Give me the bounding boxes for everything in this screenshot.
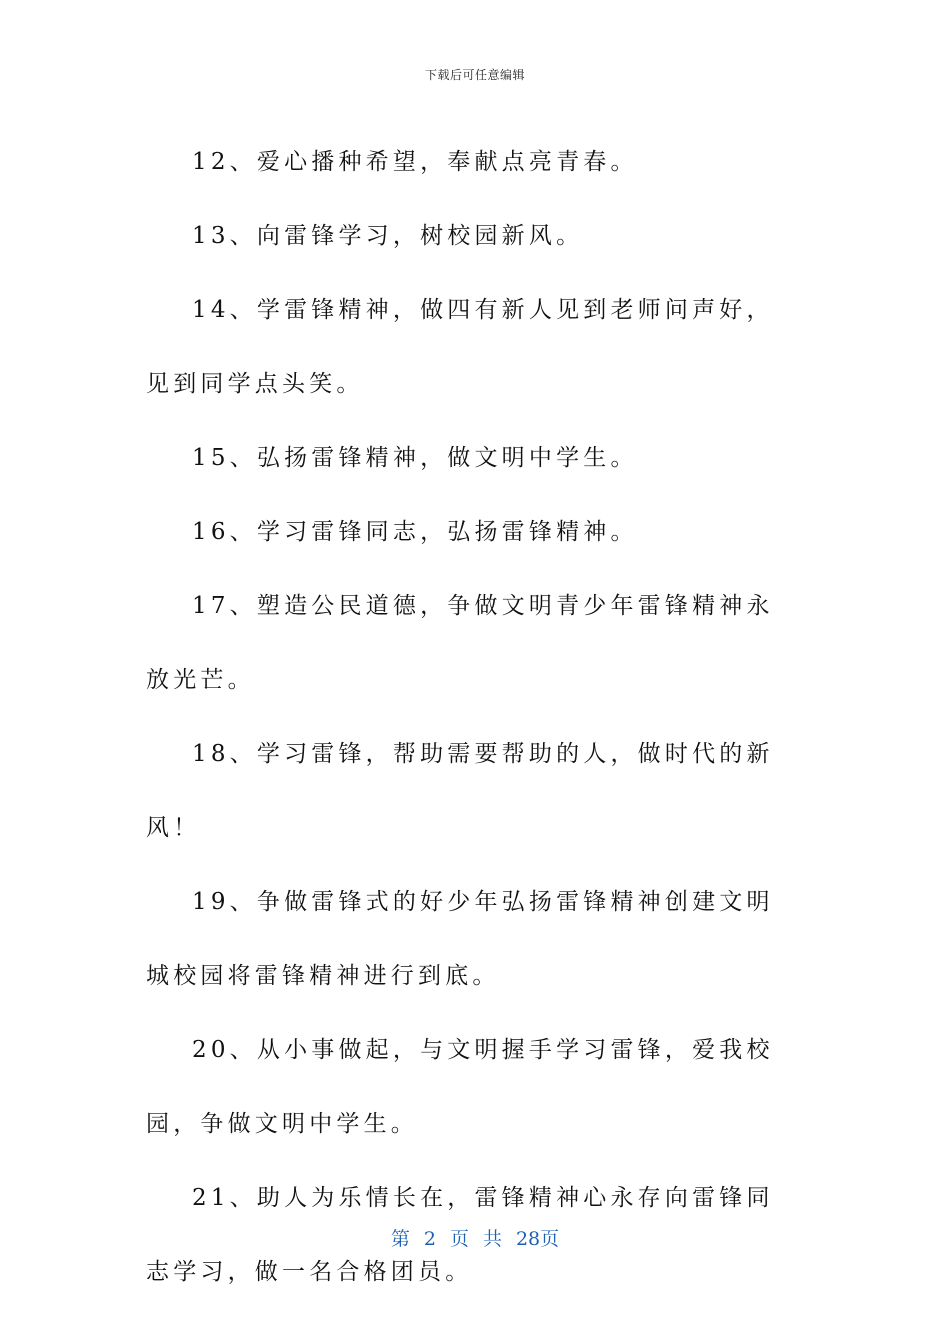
footer-current-page: 2 — [423, 1228, 436, 1250]
footer-total-pages: 28页 — [515, 1228, 560, 1250]
paragraph-16: 16、学习雷锋同志，弘扬雷锋精神。 — [192, 519, 638, 545]
header-note: 下载后可任意编辑 — [424, 68, 525, 82]
paragraph-15: 15、弘扬雷锋精神，做文明中学生。 — [192, 445, 638, 471]
paragraph-17: 17、塑造公民道德，争做文明青少年雷锋精神永放光芒。 — [146, 593, 774, 693]
footer-page-unit: 页 — [449, 1228, 469, 1250]
paragraph-21: 21、助人为乐情长在，雷锋精神心永存向雷锋同志学习，做一名合格团员。 — [146, 1185, 774, 1285]
footer-total-label: 共 — [482, 1228, 502, 1250]
footer-prefix: 第 — [390, 1228, 410, 1250]
paragraph-19: 19、争做雷锋式的好少年弘扬雷锋精神创建文明城校园将雷锋精神进行到底。 — [146, 889, 774, 989]
paragraph-13: 13、向雷锋学习，树校园新风。 — [192, 223, 584, 249]
paragraph-18: 18、学习雷锋，帮助需要帮助的人，做时代的新风！ — [146, 741, 774, 841]
paragraph-12: 12、爱心播种希望，奉献点亮青春。 — [192, 149, 638, 175]
document-body — [146, 125, 796, 1309]
paragraph-14: 14、学雷锋精神，做四有新人见到老师问声好，见到同学点头笑。 — [146, 297, 774, 397]
paragraph-20: 20、从小事做起，与文明握手学习雷锋，爱我校园，争做文明中学生。 — [146, 1037, 774, 1137]
page-footer — [0, 1224, 950, 1251]
